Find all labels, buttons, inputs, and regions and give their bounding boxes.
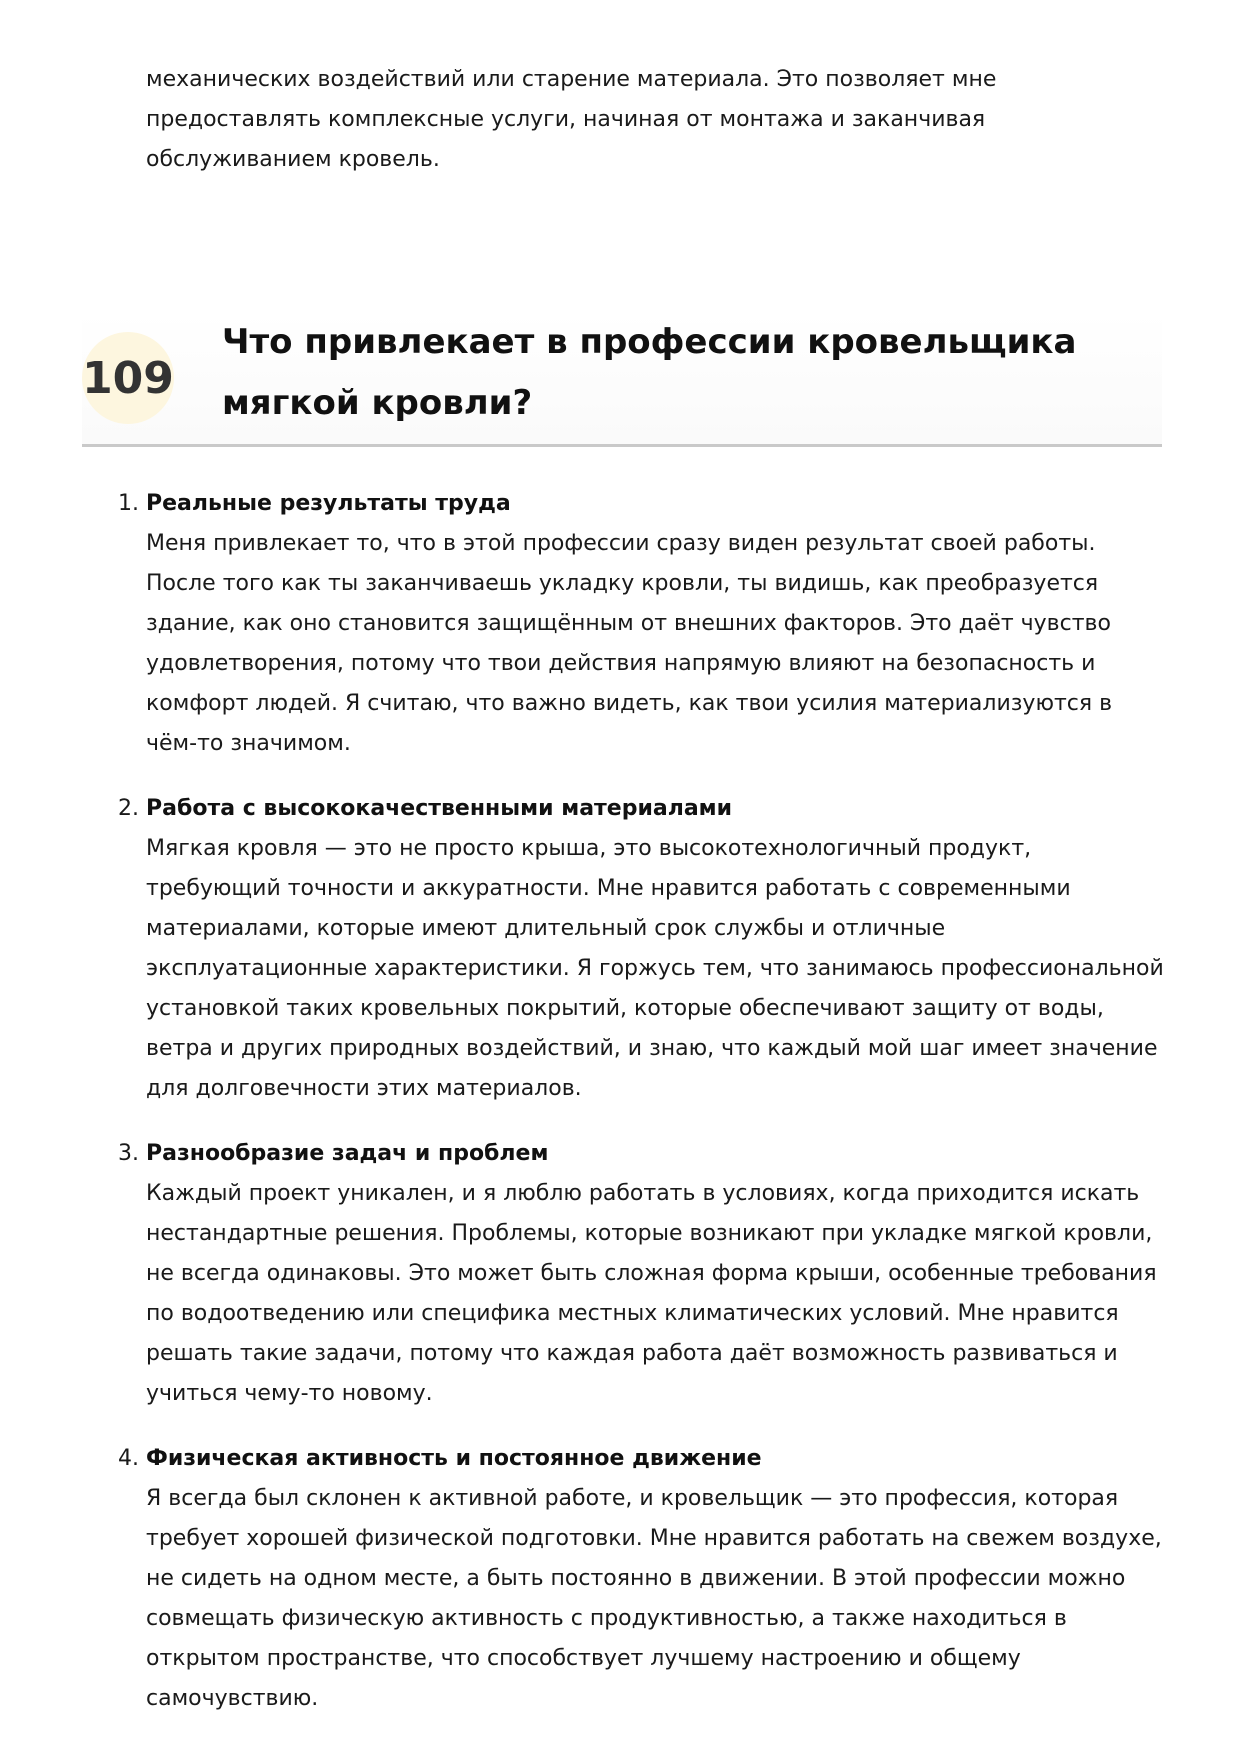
- list-item: [118, 1439, 1166, 1719]
- item-text: Я всегда был склонен к активной работе, и кровельщик — это профессия, которая требует хорошей физической подготовки. Мне нравится работать на свежем воздухе, не сидеть на одном месте, а быть постоянно в движении. В этой профессии можно совмещать физическую активность с продуктивностью, а также находиться в открытом пространстве, что способствует лучшему настроению и общему самочувствию.: [146, 1486, 1162, 1711]
- item-number: 2.: [118, 796, 139, 821]
- intro-paragraph: механических воздействий или старение материала. Это позволяет мне предоставлять комплексные услуги, начиная от монтажа и заканчивая обслуживанием кровель.: [146, 67, 997, 172]
- item-text: Мягкая кровля — это не просто крыша, это высокотехнологичный продукт, требующий точности и аккуратности. Мне нравится работать с современными материалами, которые имеют длительный срок службы и отличные эксплуатационные характеристики. Я горжусь тем, что занимаюсь профессиональной установкой таких кровельных покрытий, которые обеспечивают защиту от воды, ветра и других природных воздействий, и знаю, что каждый мой шаг имеет значение для долговечности этих материалов.: [146, 836, 1164, 1101]
- item-title: Разнообразие задач и проблем: [146, 1141, 549, 1166]
- item-title: Работа с высококачественными материалами: [146, 796, 733, 821]
- list-item: [118, 484, 1166, 764]
- list-item: [118, 1134, 1166, 1414]
- item-number: 1.: [118, 491, 139, 516]
- item-text: Каждый проект уникален, и я люблю работать в условиях, когда приходится искать нестандартные решения. Проблемы, которые возникают при укладке мягкой кровли, не всегда одинаковы. Это может быть сложная форма крыши, особенные требования по водоотведению или специфика местных климатических условий. Мне нравится решать такие задачи, потому что каждая работа даёт возможность развиваться и учиться чему-то новому.: [146, 1181, 1157, 1406]
- section-number-badge: 109: [82, 332, 174, 424]
- section-title: Что привлекает в профессии кровельщика мягкой кровли?: [222, 322, 1077, 423]
- section-header: [82, 312, 1162, 447]
- item-number: 3.: [118, 1141, 139, 1166]
- item-title: Физическая активность и постоянное движение: [146, 1446, 762, 1471]
- reasons-list: [118, 484, 1166, 1744]
- list-item: [118, 789, 1166, 1109]
- item-title: Реальные результаты труда: [146, 491, 511, 516]
- item-text: Меня привлекает то, что в этой профессии сразу виден результат своей работы. После того как ты заканчиваешь укладку кровли, ты видишь, как преобразуется здание, как оно становится защищённым от внешних факторов. Это даёт чувство удовлетворения, потому что твои действия напрямую влияют на безопасность и комфорт людей. Я считаю, что важно видеть, как твои усилия материализуются в чём-то значимом.: [146, 531, 1113, 756]
- item-number: 4.: [118, 1446, 139, 1471]
